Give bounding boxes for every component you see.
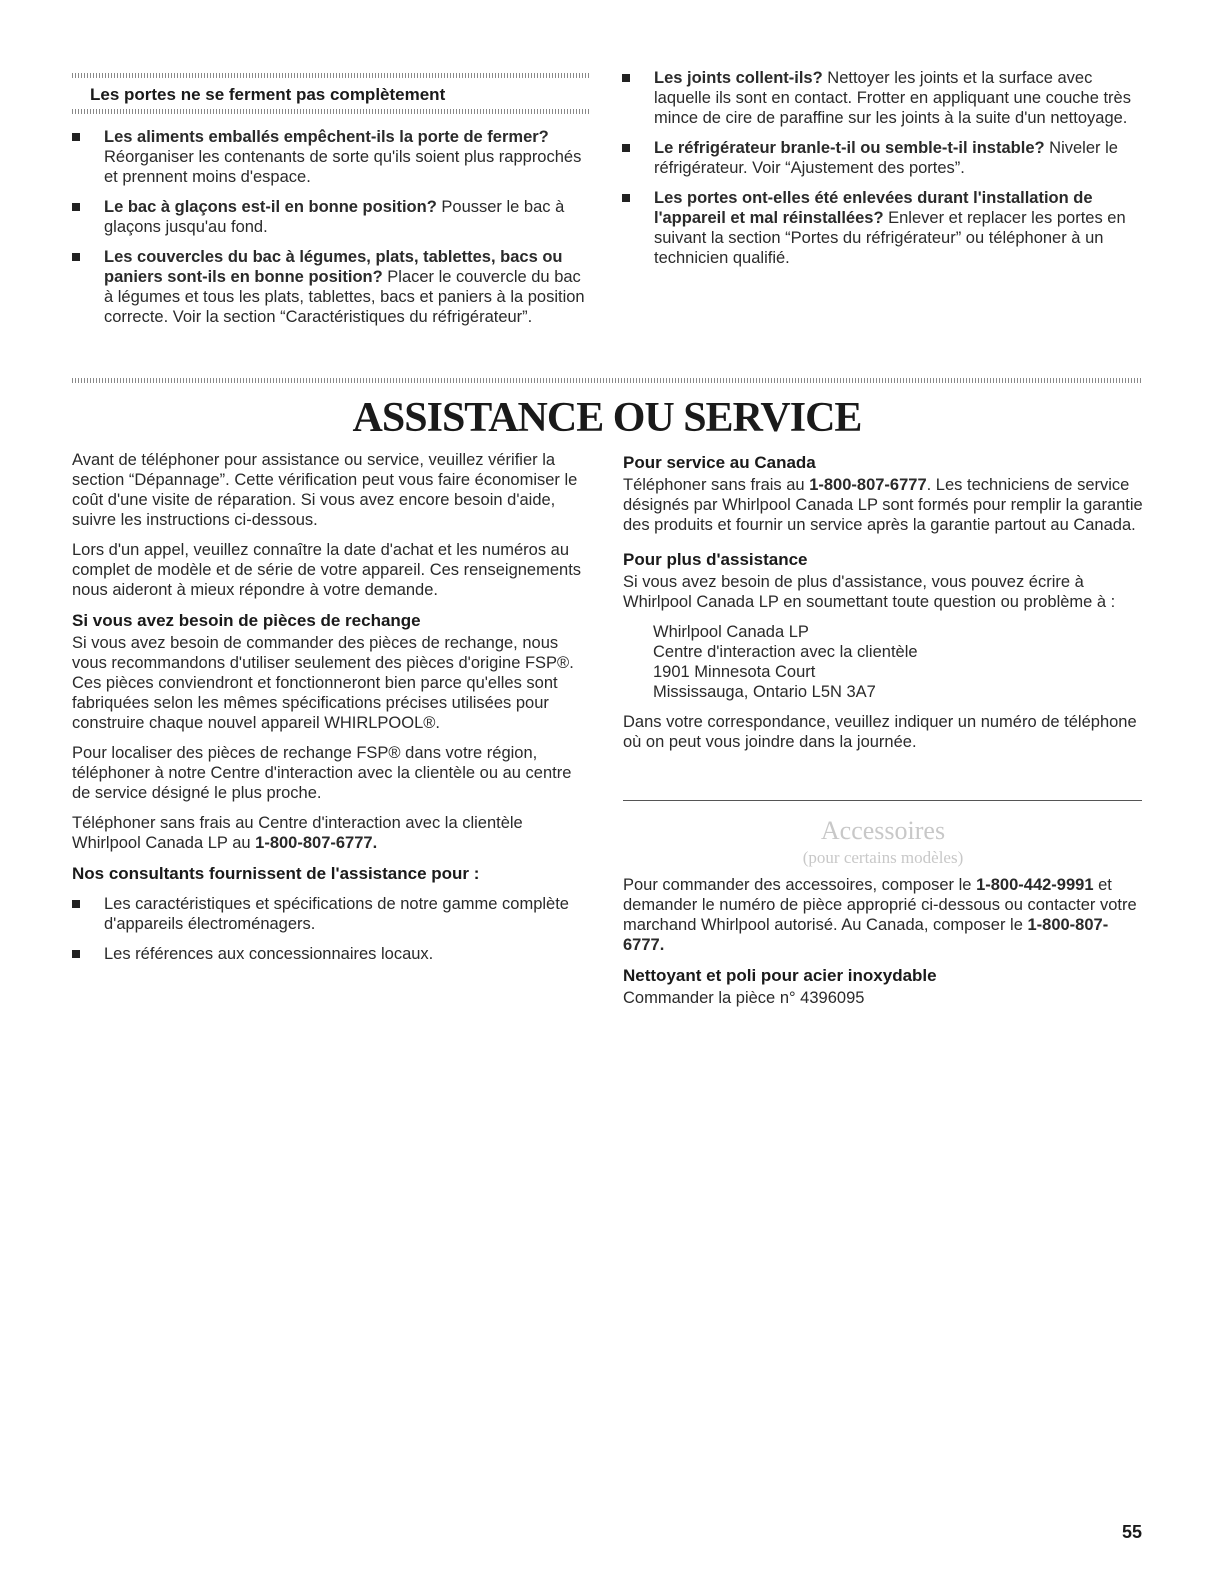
phone-number: 1-800-442-9991 [976,876,1094,894]
accessories-subtitle: (pour certains modèles) [802,848,964,867]
heading-consultants: Nos consultants fournissent de l'assistance pour : [72,864,480,883]
heading-doors: Les portes ne se ferment pas complètement [90,85,446,104]
bullet-icon [72,203,80,211]
heading-canada-service: Pour service au Canada [623,453,816,472]
heading-stainless-cleaner: Nettoyant et poli pour acier inoxydable [623,966,937,985]
list-item: Les joints collent-ils? Nettoyer les joints et la surface avec laquelle ils sont en contact. Frotter en appliquant une couche très mince de cire de paraffine sur les joints à la suite d'un nettoyage. [622,68,1142,128]
list-item: Le bac à glaçons est-il en bonne position? Pousser le bac à glaçons jusqu'au fond. [72,197,587,237]
bullet-icon [72,950,80,958]
list-item: Les portes ont-elles été enlevées durant l'installation de l'appareil et mal réinstallées? Enlever et replacer les portes en suivant la section “Portes du réfrigérateur” ou téléphoner à un technicien qualifié. [622,188,1142,268]
parts-paragraph-2: Pour localiser des pièces de rechange FSP® dans votre région, téléphoner à notre Centre d'interaction avec la clientèle ou au centre de service désigné le plus proche. [72,744,572,802]
stainless-cleaner-part: Commander la pièce n° 4396095 [623,989,865,1007]
right-column [623,452,1143,762]
bullet-icon [72,133,80,141]
address-line: 1901 Minnesota Court [653,663,816,681]
accessories-section [623,815,1143,1018]
canada-paragraph: Téléphoner sans frais au 1-800-807-6777. Les techniciens de service désignés par Whirlpool Canada LP sont formés pour remplir la garantie des produits et fournir un service après la garantie partout au Canada. [623,476,1143,534]
address-line: Centre d'interaction avec la clientèle [653,643,918,661]
address-line: Whirlpool Canada LP [653,623,809,641]
list-item: Les caractéristiques et spécifications de notre gamme complète d'appareils électroménagers. [72,894,592,934]
phone-number: 1-800-807-6777. [255,834,378,852]
phone-number: 1-800-807-6777 [809,476,927,494]
intro-paragraph-2: Lors d'un appel, veuillez connaître la date d'achat et les numéros au complet de modèle et de série de votre appareil. Ces renseignements nous aideront à mieux répondre à votre demande. [72,541,582,599]
phone-number: 1-800-807-6777. [623,916,1109,954]
bullet-icon [622,194,630,202]
rule-top-left-lower [72,109,590,114]
bullet-icon [622,144,630,152]
address-line: Mississauga, Ontario L5N 3A7 [653,683,876,701]
list-item: Le réfrigérateur branle-t-il ou semble-t-il instable? Niveler le réfrigérateur. Voir “Ajustement des portes”. [622,138,1142,178]
correspondence-paragraph: Dans votre correspondance, veuillez indiquer un numéro de téléphone où on peut vous joindre dans la journée. [623,713,1137,751]
accessories-paragraph: Pour commander des accessoires, composer le 1-800-442-9991 et demander le numéro de pièce approprié ci-dessous ou contacter votre marchand Whirlpool autorisé. Au Canada, composer le 1-800-807-6777. [623,876,1137,954]
section-rule [72,378,1142,383]
intro-paragraph-1: Avant de téléphoner pour assistance ou service, veuillez vérifier la section “Dépannage”. Cette vérification peut vous faire économiser le coût d'une visite de réparation. Si vous avez encore besoin d'aide, suivre les instructions ci-dessous. [72,451,578,529]
top-left-column [72,84,592,107]
list-item: Les couvercles du bac à légumes, plats, tablettes, bacs ou paniers sont-ils en bonne position? Placer le couvercle du bac à légumes et tous les plats, tablettes, bacs et paniers à la position correcte. Voir la section “Caractéristiques du réfrigérateur”. [72,247,587,327]
rule-top-left-upper [72,73,590,78]
heading-parts: Si vous avez besoin de pièces de rechange [72,611,421,630]
accessories-title: Accessoires [820,816,946,845]
page-number: 55 [1121,1522,1142,1542]
parts-paragraph-3: Téléphoner sans frais au Centre d'interaction avec la clientèle Whirlpool Canada LP au 1-800-807-6777. [72,814,523,852]
more-assistance-paragraph: Si vous avez besoin de plus d'assistance, vous pouvez écrire à Whirlpool Canada LP en soumettant toute question ou problème à : [623,573,1116,611]
list-item: Les aliments emballés empêchent-ils la porte de fermer? Réorganiser les contenants de sorte qu'ils soient plus rapprochés et prennent moins d'espace. [72,127,587,187]
bullet-icon [72,900,80,908]
top-right-list [622,68,1142,278]
parts-paragraph-1: Si vous avez besoin de commander des pièces de rechange, nous vous recommandons d'utiliser seulement des pièces d'origine FSP®. Ces pièces conviendront et fonctionneront bien parce qu'elles sont fabriquées selon les mêmes spécifications précises utilisées pour construire chaque nouvel appareil WHIRLPOOL®. [72,634,574,732]
mailing-address [623,622,1143,702]
section-title: ASSISTANCE OU SERVICE [352,395,862,441]
heading-more-assistance: Pour plus d'assistance [623,550,808,569]
bullet-icon [72,253,80,261]
top-left-list [72,127,587,337]
list-item: Les références aux concessionnaires locaux. [72,944,592,964]
bullet-icon [622,74,630,82]
left-column [72,450,592,974]
accessories-rule [623,800,1142,801]
